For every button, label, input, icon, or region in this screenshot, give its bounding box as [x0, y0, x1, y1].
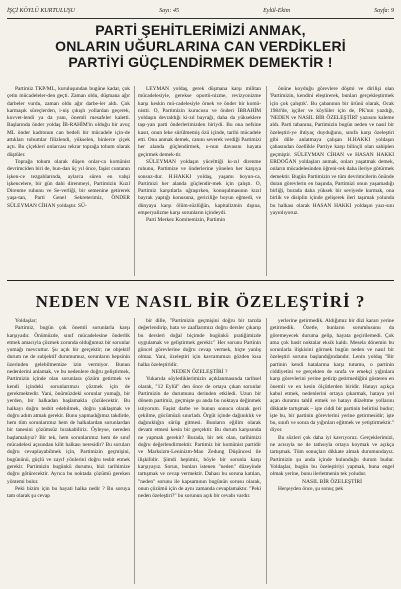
paragraph: Partimiz TKP/ML, kuruluşundan bugüne kadar, çok çetin mücadeleler-den geçti. Zaman oldu, düşmana ağır darbeler vurdu, zaman oldu ağır darbe-ler aldı. Çok karmaşık süreçlerden, i-niş çıkışlı yollardan geçerek, kuvvet-lendi ya da yanı, önemli mesafeler kaletti. Başlarında önder yoldaş İB-RAHİM'in olduğu bir avuç ML önder kadronun can bedeli bir mücadele için-de attıkları tohumlar filizlendi, yükselen, binlerce çiçek açtı. Bu çiçekleri onlarcası tekrar toprağa tohum olarak düştüler.: [7, 86, 130, 158]
headline-line-1: PARTİ ŞEHİTLERİMİZİ ANMAK,: [95, 22, 306, 38]
paragraph: Herşeyden önce, şu sonuç pek: [278, 485, 344, 492]
paragraph: Parti Merkez Komitemizin, Partimin: [146, 217, 226, 224]
paragraph: Peki bizim için bu hayati halka nedir ? Bu soruya tam olarak şu cevap: [7, 485, 130, 500]
paragraph: bir dille, "Partimizin geçmişini doğru bir tarzda değerlendirip, hata ve zaaflarımızı doğru dersler çıkarıp bu dersleri doğal biçimde bugünkü pratiğimizde uygulamak ve geliştirmek gerekir." Her sorunu Partinin güncel görevlerine doğru cevap vermek, hiçte yanlış olmaz. Yani, özeleştiri için kavramımızı gözden kısa halka özeleştiridir.: [138, 318, 261, 368]
issue-date: Eylül-Ekim: [263, 8, 291, 14]
top-article-column-3: [270, 86, 394, 276]
main-headline: [30, 22, 371, 70]
paragraph: önüne koyduğu görevlere döşmi ve dirilişi olan 'Partimizin, kendini eleştirerek, bunları gerçekleştirmek için çok çalıştık'. Bu çabanının bir ürünü olarak, Ocak 1984'de, işçiler ve köylüler için de, PK'nın yazdığı, 'NEDEN ve NASIL BİR ÖZELEŞTİRİ' yazısını kaleme aldı. Parti tabanına, Partimizin bugün neden ve nasıl bir özeleştiri-ye ihtiyaç duyduğunu, sınıfa karşı özeleştiri gibi dille anlatmaya çalışan H.HAKKI yoldaşın çabasından özellikle Partiye karşı bilinçli olan sahiplen geçmiştir. SÜLEYMAN CİHAN ve HASAN HAKKI ERDOĞAN yoldaşları anmak, onları yaşatmak demek, onların mücadelesinden öğreni-rek daha ileriye götürmek demektir. Bugün Partimizin ve tüm devrimcilerin önünde duran görevlerin en başında, Partimizi onun yaşamadığı birliği, burada daha yüksek bir seviyede kurmak, ona birlik ve disiplin içinde gelişerek ileri taşımak yolunda bu halkası olarak HASAN HAKKI yoldaşın yazı-sını yayınlıyoruz.: [270, 86, 394, 217]
headline-line-3: PARTİYİ GÜÇLENDİRMEK DEMEKTİR !: [68, 54, 333, 70]
top-article-column-1: [7, 86, 130, 276]
paragraph: LEYMAN yoldaş, gerek düşmana karşı militan mücadelesiyle, gerekse oportü-nizme, revizyonizme karşı keskin mü-cadelesiyle örnek ve önder bir komü-nistti. O, Partimizin kurucusu ve önderi İBRAHİM yoldaşın devraldığı ki-zıl bayrağı, daha da yükseklere taşı-yan parti önderlerimizden biriydi. Bu ona nefsine kasıt, onun leke sürülmemiş özü içinde, tarihi mücadele etti. Onu anmak demek, canını severek verdiği Partimizi her alanda güçlendirmek, o-nun davasını hayata geçirmek demek-tir.: [138, 86, 261, 158]
section-subheading: NASIL BİR ÖZELEŞTİRİ: [301, 478, 363, 485]
column-rule: [266, 86, 267, 276]
page-number: Sayfa: 9: [374, 8, 394, 14]
issue-number: Sayı: 45: [159, 8, 179, 14]
section-subheading: NEDEN ÖZELEŞTİRİ ?: [171, 369, 228, 376]
paragraph: Toprağa tohum olarak düşen onlar-ca komünist devrimciden biri de, bun-dan üç yıl önce, faşist cuntanın işken-ce tezgahlarında, aylarca süren en vahşi işkencelere, bir gün dahi direnmeyi, Partimizin Kızıl Direnme ruhunu ve Se-verliği, bir semenine getirerek yaşa-tan, Parti Genel Sekreterimiz, ÖNDER SÜLEYMAN CİHAN yoldaştır. SÜ-: [7, 158, 130, 209]
bottom-article-column-2: [138, 318, 261, 584]
paragraph: yerlerine getirmedik. Aldığımız bir dizi kararı yerine getirmedik. Özetle, bunların sorumlusunu da göremeyecek duruma gelip, hayata geçirilemedi. Çok ama çok basit noktalar eksik kaldı. Mesela dönemin bu sorunlarla ilişkisini görmek bugün neden ve nasıl bir özeleştiri sorunu başlandığındandır. Lenin yoldaş "Bir partinin kendi hatalarına karşı tutumu, o partinin ciddiyetini ve gerçekten de sınıfa ve emekçi yığınlara karşı görevlerini yerine getirip getirmediğini gösteren en önemli ve en kesin ölçütlerden biridir. Hatayı açıkça kabul etmek, nedenlerini ortaya çıkarmak, hataya yol açan durumu tahlil etmek ve hatayı düzeltme yollarını dikkatle tartışmak – işte ciddi bir partinin belirtisi budur; işte bu, bir partinin görevlerini yerine getirmesidir; işte bu, sınıfı ve sonra da yığınları eğitmek ve yetiştirmektir." diyor.: [270, 318, 394, 434]
headline-line-2: ONLARIN UĞURLARINA CAN VERDİKLERİ: [55, 38, 346, 54]
section-divider: [7, 280, 394, 281]
column-rule: [134, 318, 135, 584]
article-headline: NEDEN VE NASIL BİR ÖZELEŞTİRİ ?: [35, 292, 366, 311]
paragraph: SÜLEYMAN yoldaşın yücelttiği kı-zıl direnme ruhunu, Partimize ve önderlerine yönelen her karşıya sonsuz-dur. H.HAKKI yoldaş, yaşamı boyun-ca, Partimizi her alanda güçlendir-mek için çalıştı. O, Partimiz karşıtlarla uğraşırken, konuşulmasının kızıl bayrak yaptığı konusuna, gericiliğe boyun eğmedi, ve dünyaya karşı ölüm-süzlüğün, kapitalizmin dışına, emperyalizme karşı sorunların içindeydi.: [138, 158, 261, 217]
column-rule: [266, 318, 267, 584]
bottom-article-column-3: [270, 318, 394, 584]
salutation: Yoldaşlar;: [15, 318, 37, 324]
paragraph: Partimiz, bugün çok önemli sorunlarla karşı karşıyadır. Önümüzde, sınıf mücadelesine önderlik etmek amacıyla çözmek zorunda olduğumuz bir sorunlar yumağı mevcuttur. Şu açık bir gerçektir; ne objektif durum ne de subjektif durumumuz, sorunların hepsinin üzerinden gelebilmemize izin vermiyor. Bunun nedenlerini anlamak, ve bu nedenlere doğru geliştirmek, Partimizin içinde olan sorunlara çözüm getirmek ve kendi içindeki sorunlarımızı çözmek için de gerekmektedir. Yani, önümüzdeki sorunlar yumağı, bir yerden, bir halkadan başlamakla çözülecektir. Bu halkayı doğru tesbit edebilmek, doğru yaklaşmak ve doğru adım atmak gerekir. Bunu yapmadığımız takdirde, hem tüm sorunlarımız hem de halkalardan sorunlardan bir tanesini çözümsüz bırakabiliriz. Öyleyse, nereden başlamalıyız? Bir tek, hem sorunlarımız hem de sınıf mücadelesi açısından kilit halkası neresidir? Bu soruları doğru cevaplayabilmek için, Partimizin geçmişini, bugününü, güçlü ve zayıf yönlerini doğru tesbit etmek gerekir. Partimizin bugünkü durumu, bizi tarihimize doğru götürecektir. Ayrıca bu noktada çözümü gereken yöntemi bulur.: [7, 325, 130, 485]
column-rule: [134, 86, 135, 276]
paragraph: Bu sözleri çok daha iyi kavrıyoruz. Gerçeklerimizi, ne acısıyla ne de tatlısıyla ortaya koymak ve açıkça tartışmak. Tüm sonuçları dikkate almak durumundayız. Partimizin şu anda içinde bulunduğu durum budur. Yoldaşlar, bugün bu özeleştiriyi yapmak, buna engel olmak yerine, bunu ilerletmenin tek yoludur.: [270, 434, 394, 478]
bottom-article-column-1: [7, 318, 130, 584]
publication-name: İŞÇİ KÖYLÜ KURTULUŞU: [7, 8, 76, 14]
paragraph: Yukarıda söylediklerimizin açıklanmasında tarihsel olarak, "12 Eylül" den önce de ortaya çıkan sorunlar Partimizin de durumunu derinden etkiledi. Uzun bir dönem partimiz, geçmişte şu anda bu noktaya değinmek istiyorum. Faşist darbe ve bunun sonucu olarak geri çekilme, gücümüzü sınırladı. Örgüt içinde dağınıklık ve dağınıklığın sürüp gitmesi. Bunların eğilim olarak devam etmesi kesin bir gerçektir. Bu durum karşısında ne yapmak gerekir? Burada, bir tek olan, tarihimizi doğru değerlendirmektir. Partimiz bir komünist partidir ve Marksizm-Leninizm-Mao Zedung Düşüncesi ile ilişkilidir. Şimdi hepimiz, böyle bir sorunla karşı karşıyayız. Sorun, bunları istenen "neden" düzeyinde tartışmak ve cevap vermektir. Dahası bu soruna katılan, "neden" sorunu ile kapsamının bugünün sorusu olarak, onun çözümü için de aynı zamanda cevaplamaktır. "Peki neden özeleştiri?" bu sorunun açık bir cevabı vardır.: [138, 376, 261, 500]
page-header: [7, 6, 394, 19]
top-article-column-2: [138, 86, 261, 276]
